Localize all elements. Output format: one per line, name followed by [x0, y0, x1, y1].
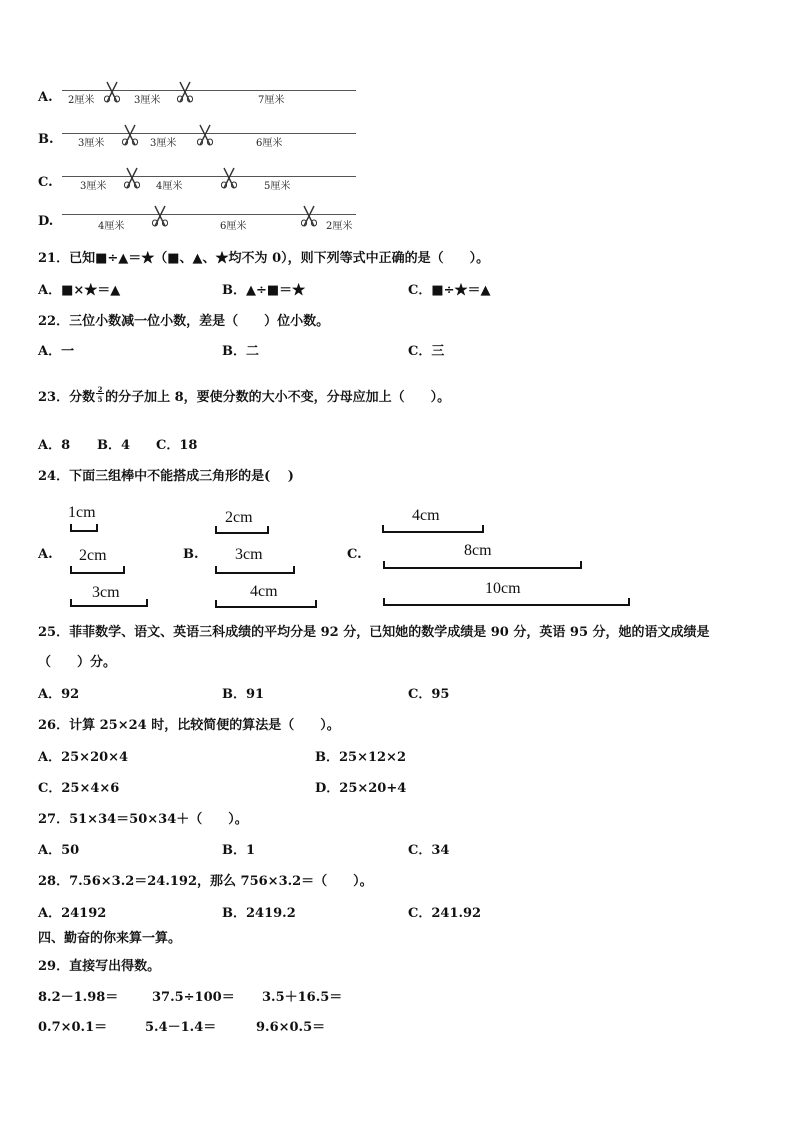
q28-option-c[interactable]: C．241.92 [408, 906, 482, 921]
q25-option-b[interactable]: B．91 [222, 687, 265, 702]
q24-c-stick-2 [383, 561, 582, 569]
scissors-icon [220, 167, 238, 189]
q27-option-b[interactable]: B．1 [222, 843, 256, 858]
scissors-icon [151, 205, 169, 227]
q20-d-seg-3: 2厘米 [326, 221, 353, 232]
q29-calc-4[interactable]: 0.7×0.1＝ [38, 1020, 108, 1035]
section-4-title: 四、勤奋的你来算一算。 [38, 931, 182, 946]
q24-a-stick-1-label: 1cm [68, 504, 96, 521]
q27-option-a[interactable]: A．50 [38, 843, 80, 858]
q23-frac-denominator: 5 [97, 395, 103, 404]
q25-option-a[interactable]: A．92 [38, 687, 80, 702]
q24-c-stick-1-label: 4cm [412, 507, 440, 524]
q24-option-a-letter[interactable]: A. [38, 547, 53, 562]
scissors-icon [123, 167, 141, 189]
q28-stem: 28．7.56×3.2＝24.192，那么 756×3.2＝（ ）。 [38, 874, 373, 889]
q22-option-a[interactable]: A．一 [38, 344, 75, 359]
q23-frac-numerator: 2 [97, 385, 103, 394]
q24-a-stick-3 [70, 599, 148, 607]
q24-a-stick-2-label: 2cm [79, 547, 107, 564]
scissors-icon [176, 81, 194, 103]
q24-b-stick-3 [215, 600, 317, 608]
q22-stem: 22．三位小数减一位小数，差是（ ）位小数。 [38, 314, 330, 329]
q29-stem: 29．直接写出得数。 [38, 959, 161, 974]
q21-option-b[interactable]: B．▲÷■＝★ [222, 283, 306, 298]
q20-c-seg-2: 4厘米 [156, 181, 183, 192]
q23-option-c[interactable]: C．18 [156, 438, 198, 453]
q24-a-stick-1 [70, 524, 98, 532]
q23-option-b[interactable]: B．4 [97, 438, 131, 453]
q27-option-c[interactable]: C．34 [408, 843, 450, 858]
q24-a-stick-2 [70, 566, 125, 574]
q20-c-line [62, 176, 356, 177]
scissors-icon [196, 124, 214, 146]
q24-a-stick-3-label: 3cm [92, 584, 120, 601]
q21-stem: 21．已知■÷▲＝★（■、▲、★均不为 0），则下列等式中正确的是（ ）。 [38, 251, 490, 266]
q20-c-seg-3: 5厘米 [264, 181, 291, 192]
q24-b-stick-1-label: 2cm [225, 509, 253, 526]
q26-option-d[interactable]: D．25×20+4 [315, 781, 407, 796]
q20-b-seg-2: 3厘米 [150, 138, 177, 149]
q20-d-seg-1: 4厘米 [98, 221, 125, 232]
q20-a-seg-1: 2厘米 [68, 95, 95, 106]
q24-stem: 24．下面三组棒中不能搭成三角形的是( ) [38, 469, 294, 484]
q20-option-d-letter[interactable]: D. [38, 214, 54, 229]
q29-calc-6[interactable]: 9.6×0.5＝ [256, 1020, 326, 1035]
q29-calc-5[interactable]: 5.4－1.4＝ [145, 1020, 217, 1035]
q29-calc-1[interactable]: 8.2－1.98＝ [38, 990, 119, 1005]
q25-stem-line-1: 25．菲菲数学、语文、英语三科成绩的平均分是 92 分，已知她的数学成绩是 90 分，英语 95 分，她的语文成绩是 [38, 625, 710, 640]
q23-stem [38, 385, 451, 406]
q24-c-stick-2-label: 8cm [464, 542, 492, 559]
q29-calc-3[interactable]: 3.5＋16.5＝ [262, 990, 343, 1005]
q23-stem-after: 的分子加上 8，要使分数的大小不变，分母应加上（ ）。 [105, 390, 451, 405]
q26-option-a[interactable]: A．25×20×4 [38, 750, 129, 765]
q21-option-a[interactable]: A．■×★＝▲ [38, 283, 121, 298]
q22-option-c[interactable]: C．三 [408, 344, 445, 359]
q25-stem-line-2: （ ）分。 [38, 655, 117, 670]
q29-calc-2[interactable]: 37.5÷100＝ [152, 990, 235, 1005]
q20-d-seg-2: 6厘米 [220, 221, 247, 232]
q26-option-c[interactable]: C．25×4×6 [38, 781, 120, 796]
q24-b-stick-3-label: 4cm [250, 583, 278, 600]
scissors-icon [103, 81, 121, 103]
q26-stem: 26．计算 25×24 时，比较简便的算法是（ ）。 [38, 718, 340, 733]
q24-c-stick-3 [383, 598, 630, 606]
q20-c-seg-1: 3厘米 [80, 181, 107, 192]
q20-option-a-letter[interactable]: A. [38, 90, 53, 105]
scissors-icon [121, 124, 139, 146]
q23-fraction [95, 385, 105, 406]
q24-option-c-letter[interactable]: C. [347, 547, 362, 562]
q20-b-seg-3: 6厘米 [256, 138, 283, 149]
q24-c-stick-1 [382, 525, 484, 533]
q23-stem-before: 23．分数 [38, 390, 96, 405]
q20-option-b-letter[interactable]: B. [38, 132, 54, 147]
scissors-icon [300, 205, 318, 227]
q20-option-c-letter[interactable]: C. [38, 175, 53, 190]
q21-option-c[interactable]: C．■÷★＝▲ [408, 283, 491, 298]
q23-option-a[interactable]: A．8 [38, 438, 71, 453]
q28-option-b[interactable]: B．2419.2 [222, 906, 296, 921]
q20-a-seg-2: 3厘米 [134, 95, 161, 106]
q28-option-a[interactable]: A．24192 [38, 906, 107, 921]
q26-option-b[interactable]: B．25×12×2 [315, 750, 407, 765]
q25-option-c[interactable]: C．95 [408, 687, 450, 702]
q24-b-stick-1 [215, 526, 269, 534]
q24-b-stick-2 [215, 566, 295, 574]
q20-b-seg-1: 3厘米 [78, 138, 105, 149]
q24-b-stick-2-label: 3cm [235, 546, 263, 563]
q20-a-seg-3: 7厘米 [258, 95, 285, 106]
q24-c-stick-3-label: 10cm [485, 580, 521, 597]
q27-stem: 27．51×34＝50×34＋（ ）。 [38, 812, 248, 827]
q22-option-b[interactable]: B．二 [222, 344, 259, 359]
q24-option-b-letter[interactable]: B. [183, 547, 199, 562]
